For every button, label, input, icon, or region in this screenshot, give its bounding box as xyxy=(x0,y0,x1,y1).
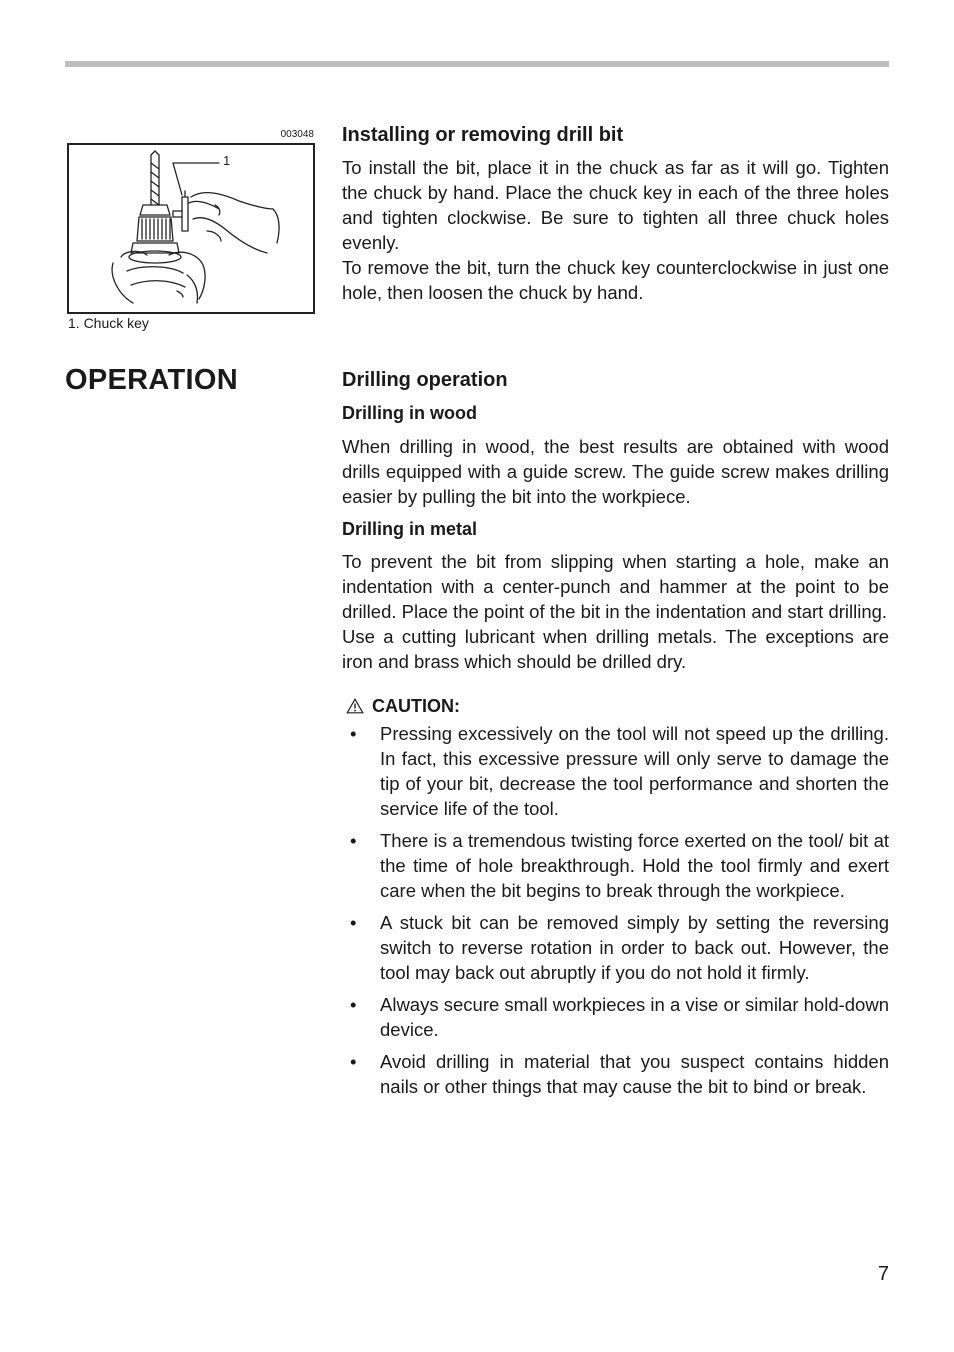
bullet-marker: • xyxy=(350,1051,357,1072)
figure-callout: 1 xyxy=(223,153,231,168)
drilling-metal-heading: Drilling in metal xyxy=(342,519,478,539)
caution-list xyxy=(342,721,889,1099)
caution-item xyxy=(342,828,889,903)
drilling-metal-paragraph-1: To prevent the bit from slipping when starting a hole, make an indentation with a center-punch and hammer at the point to be drilled. Place the point of the bit in the indentation and start drilling. xyxy=(342,551,889,622)
caution-label: CAUTION: xyxy=(372,696,460,716)
caution-item-text: Avoid drilling in material that you suspect contains hidden nails or other things that may cause the bit to bind or break. xyxy=(380,1051,889,1097)
bullet-marker: • xyxy=(350,912,357,933)
figure-caption: 1. Chuck key xyxy=(68,315,149,331)
drilling-metal-paragraph-2: Use a cutting lubricant when drilling metals. The exceptions are iron and brass which should be drilled dry. xyxy=(342,626,889,672)
drilling-section xyxy=(342,367,889,1106)
drill-chuck-illustration xyxy=(69,145,313,312)
installing-paragraph-2: To remove the bit, turn the chuck key counterclockwise in just one hole, then loosen the chuck by hand. xyxy=(342,257,889,303)
caution-item-text: Pressing excessively on the tool will not speed up the drilling. In fact, this excessive pressure will only serve to damage the tip of your bit, decrease the tool performance and shorten the service life of the tool. xyxy=(380,723,889,819)
bullet-marker: • xyxy=(350,994,357,1015)
drilling-heading: Drilling operation xyxy=(342,369,508,391)
caution-item xyxy=(342,721,889,821)
drilling-wood-heading: Drilling in wood xyxy=(342,403,477,423)
bullet-marker: • xyxy=(350,723,357,744)
caution-item xyxy=(342,1049,889,1099)
caution-heading xyxy=(346,694,889,718)
figure-code: 003048 xyxy=(280,129,314,140)
section-title: OPERATION xyxy=(65,364,238,396)
caution-item xyxy=(342,992,889,1042)
caution-item-text: A stuck bit can be removed simply by setting the reversing switch to reverse rotation in order to back out. However, the tool may back out abruptly if you do not hold it firmly. xyxy=(380,912,889,983)
installing-section xyxy=(342,122,889,305)
installing-paragraph-1: To install the bit, place it in the chuck as far as it will go. Tighten the chuck by hand. Place the chuck key in each of the three holes and tighten clockwise. Be sure to tighten all three chuck holes evenly. xyxy=(342,157,889,253)
caution-item-text: Always secure small workpieces in a vise or similar hold-down device. xyxy=(380,994,889,1040)
chuck-key-figure xyxy=(67,143,315,314)
drilling-wood-text: When drilling in wood, the best results are obtained with wood drills equipped with a guide screw. The guide screw makes drilling easier by pulling the bit into the workpiece. xyxy=(342,436,889,507)
warning-triangle-icon xyxy=(346,698,364,714)
installing-heading: Installing or removing drill bit xyxy=(342,124,624,146)
header-rule xyxy=(65,61,889,67)
bullet-marker: • xyxy=(350,830,357,851)
caution-item-text: There is a tremendous twisting force exerted on the tool/ bit at the time of hole breakthrough. Hold the tool firmly and exert care when the bit begins to break through the workpiece. xyxy=(380,830,889,901)
page-number: 7 xyxy=(877,1263,889,1285)
caution-item xyxy=(342,910,889,985)
